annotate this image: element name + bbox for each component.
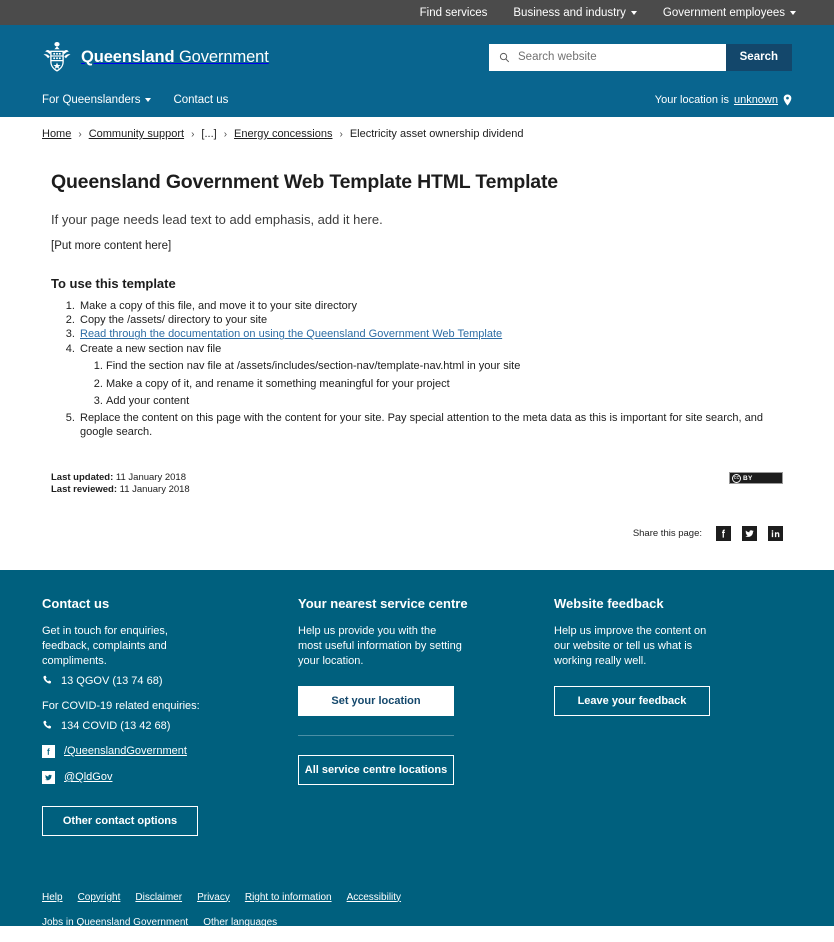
topbar-item-find-services[interactable] [420, 7, 488, 19]
brand-name-light: Government [178, 47, 269, 66]
chevron-down-icon [790, 11, 796, 15]
list-item [106, 395, 792, 409]
section-heading: To use this template [51, 276, 176, 291]
last-updated [51, 472, 190, 484]
topbar-item-label: Find services [419, 6, 488, 19]
step-text: Create a new section nav file [80, 342, 222, 355]
footer-link-disclaimer[interactable]: Disclaimer [135, 891, 183, 903]
cc-circle-glyph: cc [732, 474, 741, 483]
substep-text: Add your content [106, 394, 190, 407]
footer-link-accessibility[interactable]: Accessibility [346, 891, 402, 903]
facebook-icon[interactable] [42, 745, 55, 758]
last-reviewed-value: 11 January 2018 [119, 483, 190, 495]
brand-name [81, 48, 269, 67]
subnav-item-label: Contact us [173, 94, 229, 106]
footer-phone-covid-number: 134 COVID (13 42 68) [61, 719, 171, 732]
page-lead-text: If your page needs lead text to add emphasis, add it here. [51, 212, 383, 227]
footer-feedback-heading: Website feedback [554, 595, 664, 611]
footer-facebook-row [42, 745, 298, 758]
footer-twitter-row [42, 771, 298, 784]
site-logo-link[interactable] [42, 41, 269, 73]
footer-links-row-1 [42, 892, 401, 903]
page-title: Queensland Government Web Template HTML Template [51, 171, 558, 193]
share-this-page [42, 526, 783, 541]
footer-link-help[interactable]: Help [42, 891, 63, 903]
leave-your-feedback-button[interactable]: Leave your feedback [554, 686, 710, 716]
cc-by-label: BY [743, 474, 753, 482]
secondary-nav [0, 89, 834, 117]
creative-commons-by-icon[interactable] [729, 472, 783, 484]
map-pin-icon [783, 94, 792, 106]
breadcrumb-item-energy-concessions[interactable]: Energy concessions [234, 128, 333, 140]
page-meta-row [51, 472, 792, 495]
chevron-down-icon [631, 11, 637, 15]
facebook-icon[interactable] [716, 526, 731, 541]
phone-icon [42, 720, 53, 731]
substep-text: Find the section nav file at /assets/includes/section-nav/template-nav.html in your site [106, 360, 521, 373]
list-item [106, 360, 792, 374]
site-footer [0, 570, 834, 940]
footer-feedback-body: Help us improve the content on our website or tell us what is working really well. [554, 624, 707, 667]
breadcrumb-item-ellipsis[interactable]: [...] [201, 128, 217, 140]
footer-divider [298, 735, 454, 736]
search-button[interactable]: Search [726, 44, 792, 71]
search-box [489, 44, 792, 71]
brand-name-bold: Queensland [81, 47, 175, 66]
set-your-location-button[interactable]: Set your location [298, 686, 454, 716]
breadcrumb-separator: › [78, 128, 82, 140]
footer-service-centre-column [298, 596, 554, 836]
footer-feedback-column [554, 596, 754, 836]
list-item [78, 412, 792, 439]
footer-link-privacy[interactable]: Privacy [197, 891, 230, 903]
placeholder-paragraph: [Put more content here] [51, 240, 172, 252]
footer-contact-heading: Contact us [42, 595, 110, 611]
qld-coat-of-arms-icon [42, 41, 72, 73]
breadcrumb-separator: › [223, 128, 228, 140]
subnav-item-label: For Queenslanders [42, 94, 141, 106]
search-input[interactable] [516, 50, 726, 64]
footer-facebook-link[interactable]: /QueenslandGovernment [64, 745, 187, 758]
subnav-item-contact-us[interactable] [173, 94, 228, 106]
footer-columns [42, 596, 792, 836]
footer-service-body: Help us provide you with the most useful information by setting your location. [298, 624, 462, 667]
footer-legal-links [42, 892, 401, 942]
footer-phone-covid[interactable] [42, 720, 298, 732]
last-reviewed-label: Last reviewed: [51, 483, 117, 495]
breadcrumb-separator: › [339, 128, 343, 140]
list-item [78, 314, 792, 328]
last-updated-value: 11 January 2018 [115, 472, 186, 484]
breadcrumb-item-home[interactable]: Home [42, 128, 72, 140]
substep-text: Make a copy of it, and rename it something meaningful for your project [106, 377, 450, 390]
location-prefix: Your location is [654, 94, 729, 106]
list-item [106, 378, 792, 392]
footer-link-copyright[interactable]: Copyright [77, 891, 121, 903]
brand-header [0, 25, 834, 89]
chevron-down-icon [145, 98, 151, 102]
last-updated-label: Last updated: [51, 472, 114, 484]
topbar-item-label: Business and industry [513, 6, 626, 19]
step-text: Replace the content on this page with the content for your site. Pay special attention to the meta data as this is important for site search, and google search. [80, 411, 763, 438]
footer-service-heading: Your nearest service centre [298, 595, 468, 611]
top-utility-bar [0, 0, 834, 25]
twitter-icon[interactable] [742, 526, 757, 541]
list-item [78, 328, 792, 342]
list-item [78, 343, 792, 409]
footer-twitter-link[interactable]: @QldGov [64, 771, 113, 784]
linkedin-icon[interactable] [768, 526, 783, 541]
step-text: Make a copy of this file, and move it to your site directory [80, 300, 357, 312]
topbar-item-label: Government employees [662, 6, 785, 19]
step-text: Copy the /assets/ directory to your site [80, 314, 268, 327]
footer-phone-qgov-number: 13 QGOV (13 74 68) [61, 674, 163, 687]
twitter-icon[interactable] [42, 771, 55, 784]
list-item [78, 300, 792, 314]
footer-link-right-to-information[interactable]: Right to information [244, 891, 332, 903]
footer-covid-text: For COVID-19 related enquiries: [42, 699, 200, 712]
steps-list [42, 300, 792, 439]
footer-copyright: © The State of Queensland 1995–2022 [523, 928, 697, 940]
phone-icon [42, 675, 53, 686]
footer-links-row-2 [42, 917, 401, 928]
substeps-list [80, 360, 792, 408]
location-indicator[interactable] [655, 94, 792, 106]
breadcrumb-separator: › [191, 128, 195, 140]
footer-link-other-languages[interactable]: Other languages [203, 916, 278, 928]
breadcrumb-item-current: Electricity asset ownership dividend [349, 128, 524, 140]
last-reviewed [51, 484, 190, 496]
footer-contact-body: Get in touch for enquiries, feedback, complaints and compliments. [42, 624, 168, 667]
search-field-wrap [489, 44, 726, 71]
footer-bottom-links [42, 892, 792, 942]
footer-link-jobs[interactable]: Jobs in Queensland Government [42, 916, 189, 928]
documentation-link[interactable]: Read through the documentation on using the Queensland Government Web Template [80, 328, 503, 341]
main-content [0, 171, 834, 541]
topbar-item-business-and-industry[interactable] [513, 7, 637, 19]
subnav-item-for-queenslanders[interactable] [42, 94, 151, 106]
footer-phone-qgov[interactable] [42, 675, 298, 687]
footer-contact-column [42, 596, 298, 836]
location-value[interactable]: unknown [733, 94, 778, 106]
breadcrumb [0, 117, 834, 140]
topbar-item-government-employees[interactable] [663, 7, 796, 19]
share-label: Share this page: [632, 527, 702, 539]
page-dates [51, 472, 190, 495]
all-service-centre-locations-button[interactable]: All service centre locations [298, 755, 454, 785]
search-icon [499, 52, 510, 63]
other-contact-options-button[interactable]: Other contact options [42, 806, 198, 836]
breadcrumb-item-community-support[interactable]: Community support [88, 128, 185, 140]
